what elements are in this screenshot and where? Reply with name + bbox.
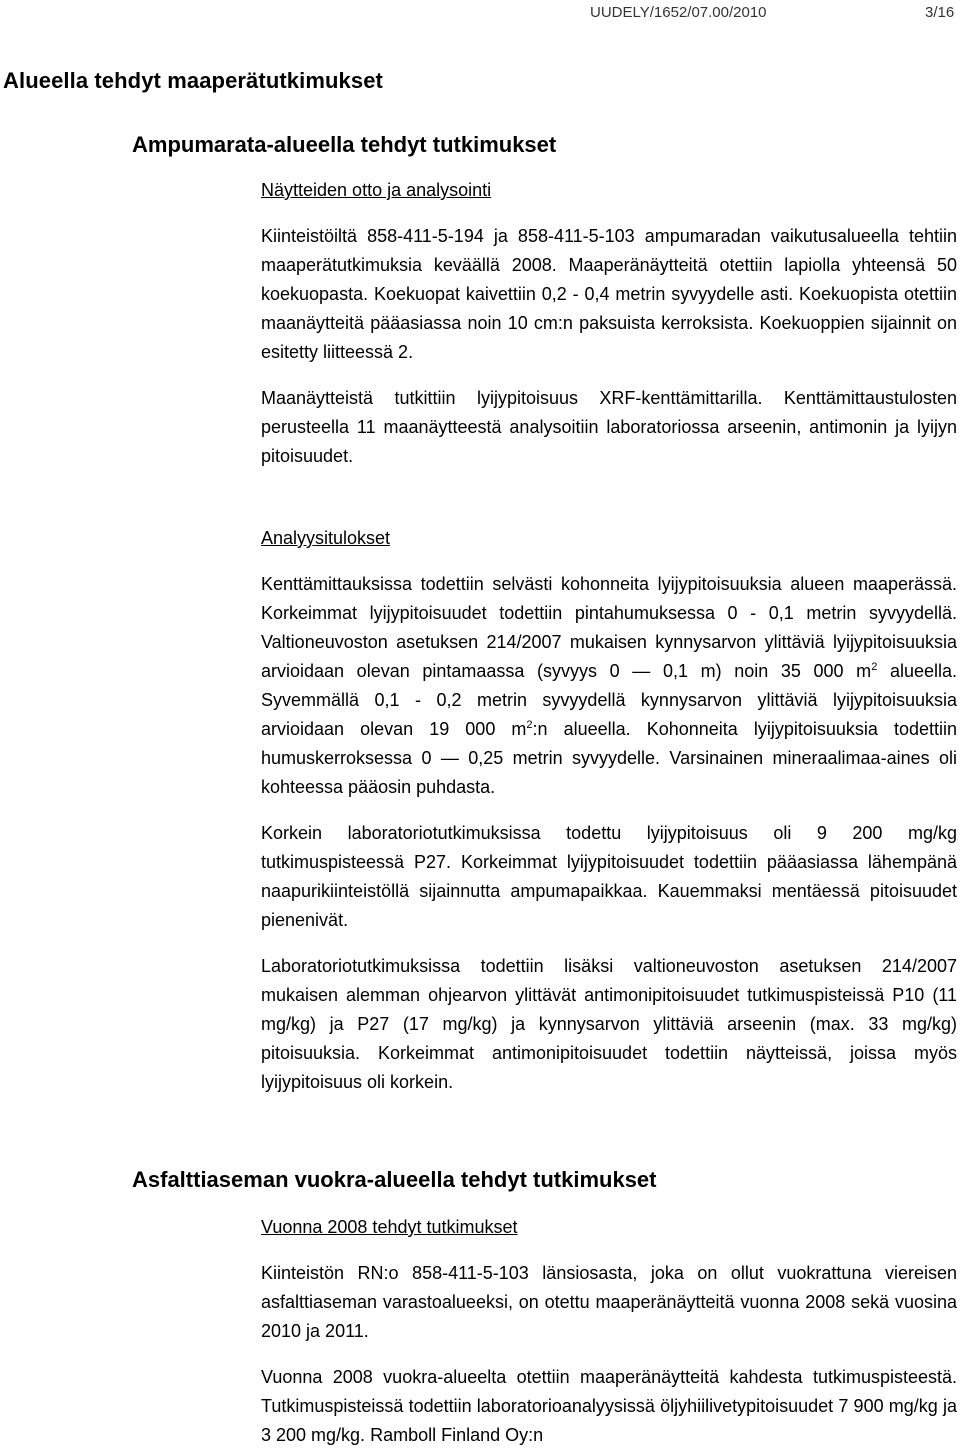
page-number: 3/16 <box>925 4 955 21</box>
paragraph-results-3: Laboratoriotutkimuksissa todettiin lisäksi valtioneuvoston asetuksen 214/2007 mukaisen alemman ohjearvon ylittävät antimonipitoisuudet tutkimuspisteissä P10 (11 mg/kg) ja P27 (17 mg/kg) ja kynnysarvon ylittäviä arseenin (max. 33 mg/kg) pitoisuuksia. Korkeimmat antimonipitoisuudet todettiin näytteissä, joissa myös lyijypitoisuus oli korkein. <box>261 956 957 1092</box>
section-sampling <box>261 176 957 471</box>
paragraph-results-2: Korkein laboratoriotutkimuksissa todettu lyijypitoisuus oli 9 200 mg/kg tutkimuspisteessä P27. Korkeimmat lyijypitoisuudet todettiin pääasiassa lähempänä naapurikiinteistöllä sijainnutta ampumapaikkaa. Kauemmaksi mentäessä pitoisuudet pienenivät. <box>261 823 957 930</box>
subheading-2008-studies: Vuonna 2008 tehdyt tutkimukset <box>261 1217 518 1237</box>
document-reference: UUDELY/1652/07.00/2010 <box>590 4 767 21</box>
page-header <box>590 4 955 21</box>
paragraph-sampling-1: Kiinteistöiltä 858-411-5-194 ja 858-411-5-103 ampumaradan vaikutusalueella tehtiin maaperätutkimuksia keväällä 2008. Maaperänäytteitä otettiin lapiolla yhteensä 50 koekuopasta. Koekuopat kaivettiin 0,2 - 0,4 metrin syvyydelle asti. Koekuopista otettiin maanäytteitä pääasiassa noin 10 cm:n paksuista kerroksista. Koekuoppien sijainnit on esitetty liitteessä 2. <box>261 226 957 362</box>
superscript-squared-2: 2 <box>526 719 533 731</box>
section-2008-studies <box>261 1213 957 1450</box>
paragraph-results-1 <box>261 570 957 802</box>
subheading-results: Analyysitulokset <box>261 528 391 548</box>
page-title: Alueella tehdyt maaperätutkimukset <box>3 68 383 93</box>
results-text-part-2: alueella. Syvemmällä 0,1 - 0,2 metrin syvyydellä kynnysarvon ylittäviä lyijypitoisuuksia arvioidaan olevan 19 000 m <box>261 661 957 739</box>
section-heading-shooting-range: Ampumarata-alueella tehdyt tutkimukset <box>132 132 557 157</box>
section-results <box>261 524 957 1097</box>
results-text-part-3: :n alueella. Kohonneita lyijypitoisuuksia todettiin humuskerroksessa 0 — 0,25 metrin syvyydelle. Varsinainen mineraalimaa-aines oli kohteessa pääosin puhdasta. <box>261 719 957 797</box>
results-text-part-1: Kenttämittauksissa todettiin selvästi kohonneita lyijypitoisuuksia alueen maaperässä. Korkeimmat lyijypitoisuudet todettiin pintahumuksessa 0 - 0,1 metrin syvyydellä. Valtioneuvoston asetuksen 214/2007 mukaisen kynnysarvon ylittäviä lyijypitoisuuksia arvioidaan olevan pintamaassa (syvyys 0 — 0,1 m) noin 35 000 m <box>261 574 957 681</box>
paragraph-asphalt-1: Kiinteistön RN:o 858-411-5-103 länsiosasta, joka on ollut vuokrattuna viereisen asfalttiaseman varastoalueeksi, on otettu maaperänäytteitä vuonna 2008 sekä vuosina 2010 ja 2011. <box>261 1263 957 1341</box>
paragraph-sampling-2: Maanäytteistä tutkittiin lyijypitoisuus XRF-kenttämittarilla. Kenttämittaustulosten perusteella 11 maanäytteestä analysoitiin laboratoriossa arseenin, antimonin ja lyijyn pitoisuudet. <box>261 388 957 466</box>
paragraph-asphalt-2: Vuonna 2008 vuokra-alueelta otettiin maaperänäytteitä kahdesta tutkimuspisteestä. Tutkimuspisteissä todettiin laboratorioanalyysissä öljyhiilivetypitoisuudet 7 900 mg/kg ja 3 200 mg/kg. Ramboll Finland Oy:n <box>261 1367 957 1445</box>
subheading-sampling: Näytteiden otto ja analysointi <box>261 180 492 200</box>
superscript-squared-1: 2 <box>871 661 878 673</box>
section-heading-asphalt-station: Asfalttiaseman vuokra-alueella tehdyt tutkimukset <box>132 1167 657 1192</box>
